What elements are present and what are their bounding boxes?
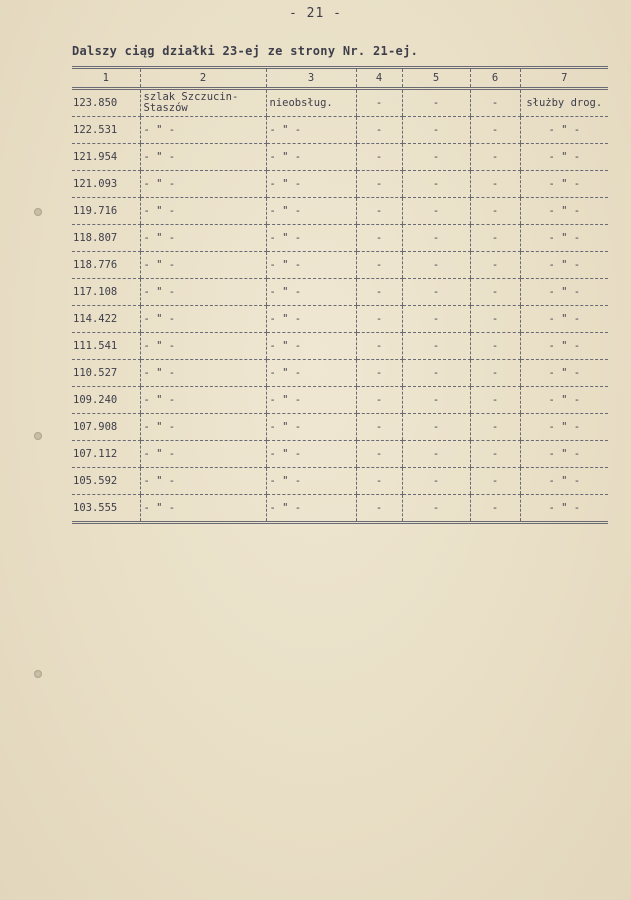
table-row — [72, 198, 608, 225]
table-cell: służby drog. — [520, 89, 608, 117]
table-cell: - — [356, 387, 402, 414]
table-cell: - — [402, 441, 470, 468]
kilometer-cell: 119.716 — [72, 198, 140, 225]
table-cell: - — [402, 171, 470, 198]
column-header: 2 — [140, 68, 266, 89]
kilometer-cell: 117.108 — [72, 279, 140, 306]
table-cell: - " - — [140, 198, 266, 225]
table-cell: - — [402, 468, 470, 495]
column-header: 1 — [72, 68, 140, 89]
table-cell: - " - — [140, 414, 266, 441]
table-cell: - " - — [520, 468, 608, 495]
table-row — [72, 495, 608, 523]
table-row — [72, 441, 608, 468]
kilometer-cell: 118.776 — [72, 252, 140, 279]
table-cell: - — [402, 333, 470, 360]
table-cell: - — [470, 225, 520, 252]
table-cell: - — [402, 414, 470, 441]
page-number: - 21 - — [289, 6, 342, 21]
table-row — [72, 306, 608, 333]
table-row — [72, 333, 608, 360]
table-row — [72, 144, 608, 171]
table-row — [72, 414, 608, 441]
table-cell: - — [470, 252, 520, 279]
kilometer-cell: 110.527 — [72, 360, 140, 387]
kilometer-cell: 107.908 — [72, 414, 140, 441]
table-cell: - " - — [266, 144, 356, 171]
table-cell: - " - — [266, 468, 356, 495]
table-cell: - " - — [520, 414, 608, 441]
kilometer-cell: 109.240 — [72, 387, 140, 414]
table-body — [72, 89, 608, 523]
table-row — [72, 387, 608, 414]
table-cell: - " - — [140, 306, 266, 333]
data-table — [72, 66, 608, 524]
data-table-container — [72, 66, 608, 524]
kilometer-cell: 123.850 — [72, 89, 140, 117]
table-cell: - " - — [140, 279, 266, 306]
table-cell: - " - — [520, 171, 608, 198]
table-cell: - " - — [520, 333, 608, 360]
table-cell: - — [470, 495, 520, 523]
table-cell: - " - — [266, 441, 356, 468]
table-cell: - — [356, 441, 402, 468]
table-cell: - " - — [140, 360, 266, 387]
column-header: 3 — [266, 68, 356, 89]
table-cell: - " - — [520, 198, 608, 225]
table-cell: - " - — [520, 495, 608, 523]
table-cell: - " - — [266, 117, 356, 144]
table-cell: - — [470, 360, 520, 387]
column-header: 4 — [356, 68, 402, 89]
table-cell: - — [356, 198, 402, 225]
column-header: 5 — [402, 68, 470, 89]
table-cell: - — [470, 387, 520, 414]
table-cell: - " - — [140, 333, 266, 360]
table-cell: - — [356, 225, 402, 252]
table-cell: - " - — [266, 387, 356, 414]
table-row — [72, 171, 608, 198]
kilometer-cell: 121.954 — [72, 144, 140, 171]
table-cell: - " - — [266, 198, 356, 225]
table-cell: - " - — [140, 387, 266, 414]
table-cell: - " - — [520, 225, 608, 252]
table-row — [72, 225, 608, 252]
kilometer-cell: 121.093 — [72, 171, 140, 198]
table-cell: - — [470, 89, 520, 117]
table-cell: - — [402, 144, 470, 171]
table-cell: - — [470, 117, 520, 144]
column-header: 7 — [520, 68, 608, 89]
table-cell: - — [470, 144, 520, 171]
table-cell: - — [356, 279, 402, 306]
table-cell: - — [470, 279, 520, 306]
table-cell: szlak Szczucin- Staszów — [140, 89, 266, 117]
table-cell: - " - — [520, 117, 608, 144]
table-cell: - — [402, 117, 470, 144]
table-cell: - " - — [520, 279, 608, 306]
table-row — [72, 89, 608, 117]
table-cell: - " - — [266, 414, 356, 441]
table-cell: - — [470, 468, 520, 495]
table-cell: - — [356, 171, 402, 198]
table-cell: - " - — [140, 144, 266, 171]
table-cell: - — [402, 198, 470, 225]
table-cell: - — [470, 441, 520, 468]
table-cell: - " - — [266, 306, 356, 333]
table-cell: nieobsług. — [266, 89, 356, 117]
kilometer-cell: 114.422 — [72, 306, 140, 333]
table-cell: - — [470, 171, 520, 198]
table-cell: - " - — [140, 225, 266, 252]
table-cell: - " - — [266, 495, 356, 523]
table-row — [72, 252, 608, 279]
table-cell: - " - — [520, 360, 608, 387]
kilometer-cell: 111.541 — [72, 333, 140, 360]
table-cell: - — [470, 306, 520, 333]
table-cell: - — [356, 468, 402, 495]
punch-hole — [34, 208, 42, 216]
page-heading: Dalszy ciąg działki 23-ej ze strony Nr. 21-ej. — [72, 44, 419, 58]
table-cell: - — [356, 306, 402, 333]
table-cell: - — [356, 89, 402, 117]
punch-hole — [34, 432, 42, 440]
table-cell: - " - — [266, 252, 356, 279]
table-cell: - — [402, 495, 470, 523]
table-row — [72, 360, 608, 387]
kilometer-cell: 118.807 — [72, 225, 140, 252]
table-cell: - " - — [266, 171, 356, 198]
table-cell: - — [356, 252, 402, 279]
table-cell: - — [356, 414, 402, 441]
table-header-row — [72, 68, 608, 89]
column-header: 6 — [470, 68, 520, 89]
table-cell: - " - — [520, 441, 608, 468]
table-cell: - — [356, 495, 402, 523]
table-cell: - — [402, 306, 470, 333]
table-cell: - " - — [266, 360, 356, 387]
table-cell: - — [470, 198, 520, 225]
table-cell: - — [356, 144, 402, 171]
kilometer-cell: 107.112 — [72, 441, 140, 468]
table-cell: - — [402, 360, 470, 387]
table-cell: - " - — [520, 252, 608, 279]
table-cell: - " - — [140, 495, 266, 523]
table-cell: - — [470, 414, 520, 441]
table-cell: - — [402, 252, 470, 279]
kilometer-cell: 122.531 — [72, 117, 140, 144]
kilometer-cell: 103.555 — [72, 495, 140, 523]
table-cell: - " - — [520, 144, 608, 171]
kilometer-cell: 105.592 — [72, 468, 140, 495]
table-cell: - " - — [266, 333, 356, 360]
table-cell: - " - — [520, 387, 608, 414]
table-cell: - " - — [140, 441, 266, 468]
table-cell: - — [356, 333, 402, 360]
table-cell: - — [402, 225, 470, 252]
table-cell: - — [356, 360, 402, 387]
table-cell: - " - — [266, 279, 356, 306]
table-row — [72, 468, 608, 495]
table-cell: - — [470, 333, 520, 360]
table-cell: - " - — [140, 117, 266, 144]
table-cell: - " - — [266, 225, 356, 252]
table-cell: - — [402, 279, 470, 306]
table-cell: - " - — [140, 252, 266, 279]
table-row — [72, 117, 608, 144]
table-cell: - — [356, 117, 402, 144]
table-cell: - " - — [140, 171, 266, 198]
table-cell: - " - — [140, 468, 266, 495]
table-row — [72, 279, 608, 306]
table-cell: - " - — [520, 306, 608, 333]
table-cell: - — [402, 387, 470, 414]
table-cell: - — [402, 89, 470, 117]
punch-hole — [34, 670, 42, 678]
